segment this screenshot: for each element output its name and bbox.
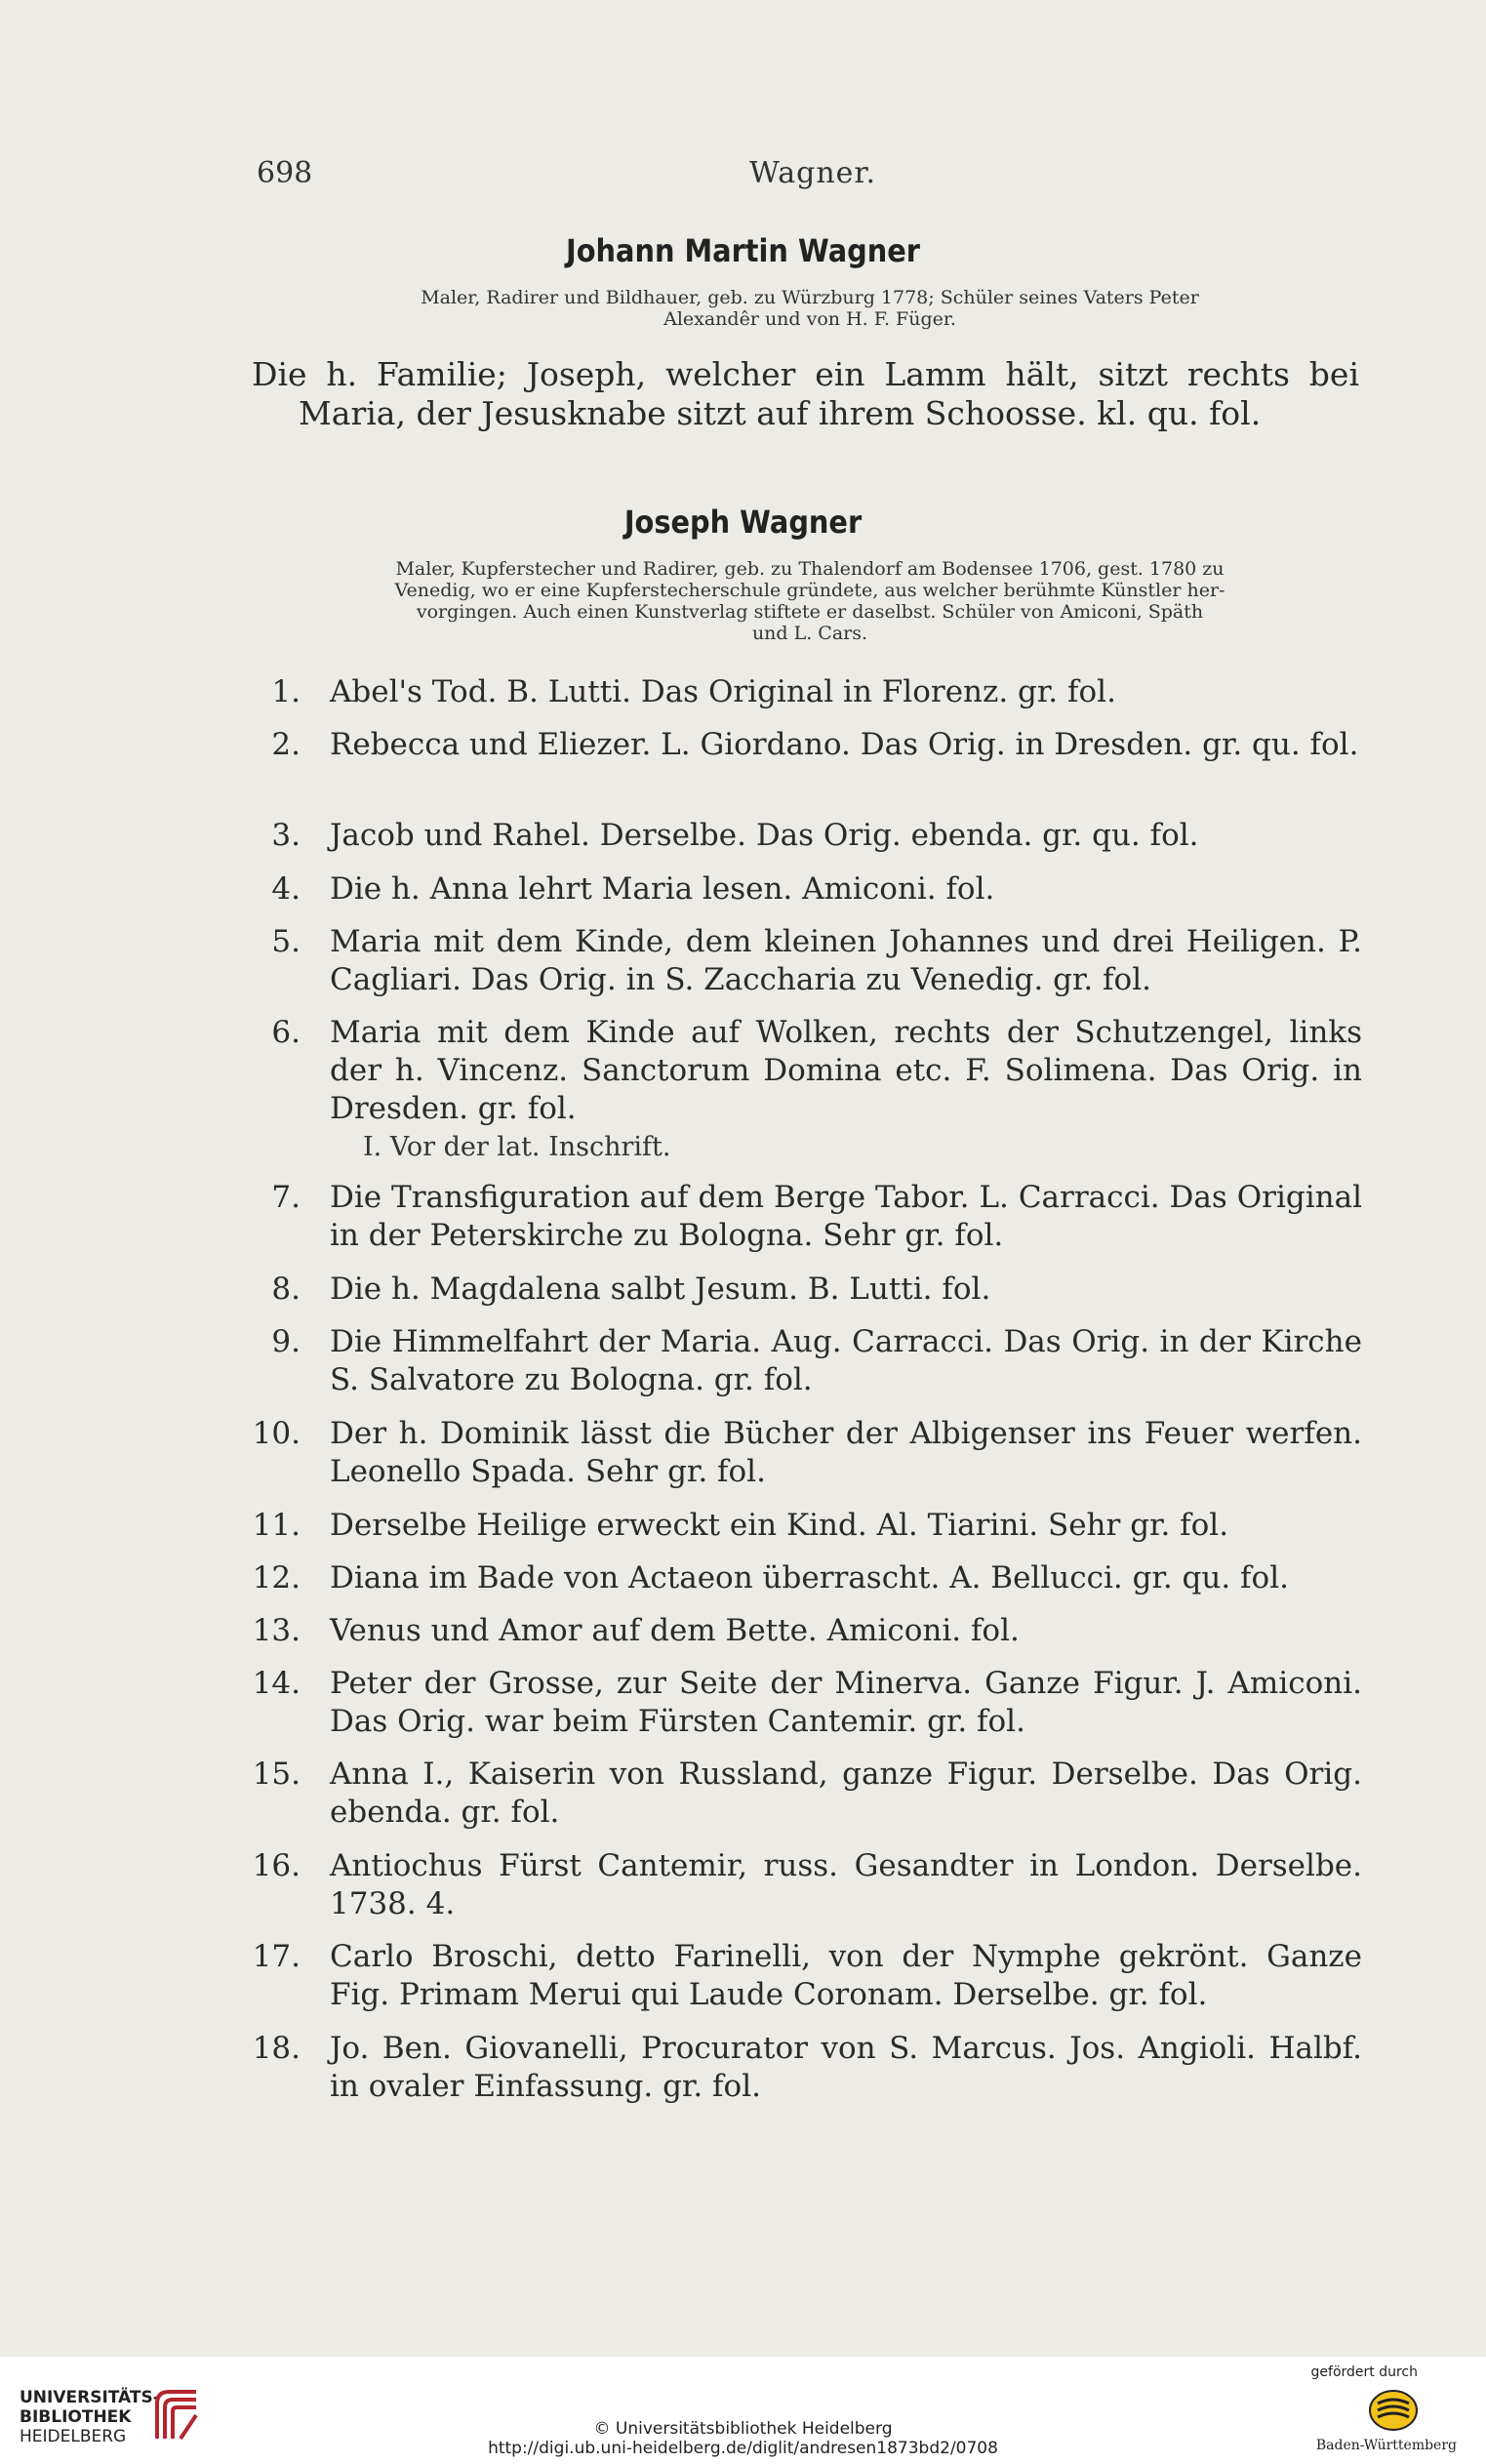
entry-6-note: I. Vor der lat. Inschrift.	[363, 1132, 671, 1162]
bio-johann-line2: Alexandêr und von H. F. Füger.	[663, 308, 956, 330]
entry-text: Anna I., Kaiserin von Russland, ganze Figur. Derselbe. Das Orig. ebenda. gr. fol.	[330, 1757, 1362, 1830]
entry-text: Der h. Dominik lässt die Bücher der Albigenser ins Feuer werfen. Leonello Spada. Sehr gr. fol.	[330, 1416, 1362, 1489]
baden-wuerttemberg-label: Baden-Württemberg	[1315, 2438, 1457, 2453]
entry-text: Antiochus Fürst Cantemir, russ. Gesandter in London. Derselbe. 1738. 4.	[330, 1848, 1362, 1921]
entry-text: Diana im Bade von Actaeon überrascht. A. Bellucci. gr. qu. fol.	[330, 1560, 1289, 1596]
entry-text: Rebecca und Eliezer. L. Giordano. Das Orig. in Dresden. gr. qu. fol.	[330, 727, 1359, 762]
bio-johann-line1: Maler, Radirer und Bildhauer, geb. zu Würzburg 1778; Schüler seines Vaters Peter	[421, 287, 1199, 308]
entry-text: Die Transfiguration auf dem Berge Tabor. L. Carracci. Das Original in der Peterskirche zu Bologna. Sehr gr. fol.	[330, 1180, 1362, 1253]
entry-number: 6.	[271, 1015, 301, 1050]
entry-text: Die h. Magdalena salbt Jesum. B. Lutti. fol.	[330, 1272, 991, 1307]
logo-line-3: HEIDELBERG	[20, 2427, 127, 2446]
entry-text: Maria mit dem Kinde, dem kleinen Johannes und drei Heiligen. P. Cagliari. Das Orig. in S. Zaccharia zu Venedig. gr. fol.	[330, 924, 1362, 997]
running-head: Wagner.	[749, 156, 876, 190]
entry-text: Die Himmelfahrt der Maria. Aug. Carracci. Das Orig. in der Kirche S. Salvatore zu Bologna. gr. fol.	[330, 1324, 1362, 1397]
entry-text: Jo. Ben. Giovanelli, Procurator von S. Marcus. Jos. Angioli. Halbf. in ovaler Einfassung. gr. fol.	[330, 2031, 1362, 2104]
entry-text: Carlo Broschi, detto Farinelli, von der Nymphe gekrönt. Ganze Fig. Primam Merui qui Laude Coronam. Derselbe. gr. fol.	[330, 1939, 1362, 2012]
entry-number: 10.	[252, 1416, 301, 1451]
entry-number: 2.	[271, 727, 301, 762]
bio-joseph-line3: vorgingen. Auch einen Kunstverlag stiftete er daselbst. Schüler von Amiconi, Späth	[416, 601, 1204, 623]
entry-text: Venus und Amor auf dem Bette. Amiconi. fol.	[330, 1613, 1020, 1648]
baden-wuerttemberg-crest-icon	[1364, 2386, 1423, 2435]
entry-number: 16.	[252, 1848, 301, 1883]
page-header	[257, 156, 1359, 195]
bio-joseph-line4: und L. Cars.	[751, 623, 868, 644]
copyright-text: © Universitätsbibliothek Heidelberg	[593, 2419, 893, 2439]
permalink-url[interactable]: http://digi.ub.uni-heidelberg.de/diglit/andresen1873bd2/0708	[488, 2439, 998, 2458]
johann-work-text	[252, 355, 1359, 433]
entry-number: 18.	[252, 2031, 301, 2066]
bio-joseph-line1: Maler, Kupferstecher und Radirer, geb. zu Thalendorf am Bodensee 1706, gest. 1780 zu	[395, 558, 1225, 580]
entry-text: Derselbe Heilige erweckt ein Kind. Al. Tiarini. Sehr gr. fol.	[330, 1508, 1229, 1543]
entry-number: 11.	[252, 1508, 301, 1543]
entry-number: 9.	[271, 1324, 301, 1359]
entry-number: 14.	[252, 1666, 301, 1701]
entry-number: 13.	[252, 1613, 301, 1648]
entry-number: 17.	[252, 1939, 301, 1974]
funded-by-label: gefördert durch	[1310, 2364, 1418, 2380]
entry-number: 15.	[252, 1757, 301, 1792]
entry-text: Jacob und Rahel. Derselbe. Das Orig. ebenda. gr. qu. fol.	[330, 818, 1199, 853]
logo-line-2: BIBLIOTHEK	[20, 2407, 132, 2427]
section-title-johann-martin-wagner: Johann Martin Wagner	[566, 232, 920, 269]
entry-number: 12.	[252, 1560, 301, 1596]
copyright-notice	[0, 2419, 1486, 2458]
section-title-joseph-wagner: Joseph Wagner	[623, 504, 863, 541]
entry-text: Die h. Anna lehrt Maria lesen. Amiconi. fol.	[330, 871, 995, 907]
entry-number: 4.	[271, 871, 301, 907]
logo-line-1: UNIVERSITÄTS-	[20, 2388, 160, 2407]
entry-number: 8.	[271, 1272, 301, 1307]
entry-number: 3.	[271, 818, 301, 853]
johann-work-description: Die h. Familie; Joseph, welcher ein Lamm hält, sitzt rechts bei Maria, der Jesusknabe sitzt auf ihrem Schoosse. kl. qu. fol.	[252, 355, 1359, 432]
bio-joseph-line2: Venedig, wo er eine Kupferstecherschule gründete, aus welcher berühmte Künstler her-	[394, 580, 1225, 601]
entry-number: 7.	[271, 1180, 301, 1215]
entry-text: Peter der Grosse, zur Seite der Minerva. Ganze Figur. J. Amiconi. Das Orig. war beim Fürsten Cantemir. gr. fol.	[330, 1666, 1362, 1739]
entry-number: 1.	[271, 674, 301, 709]
page-number: 698	[257, 156, 313, 190]
entry-text: Abel's Tod. B. Lutti. Das Original in Florenz. gr. fol.	[330, 674, 1116, 709]
entry-number: 5.	[271, 924, 301, 959]
footer-bar	[0, 2357, 1486, 2464]
entry-text: Maria mit dem Kinde auf Wolken, rechts der Schutzengel, links der h. Vincenz. Sanctorum Domina etc. F. Solimena. Das Orig. in Dresden. gr. fol.	[330, 1015, 1362, 1126]
